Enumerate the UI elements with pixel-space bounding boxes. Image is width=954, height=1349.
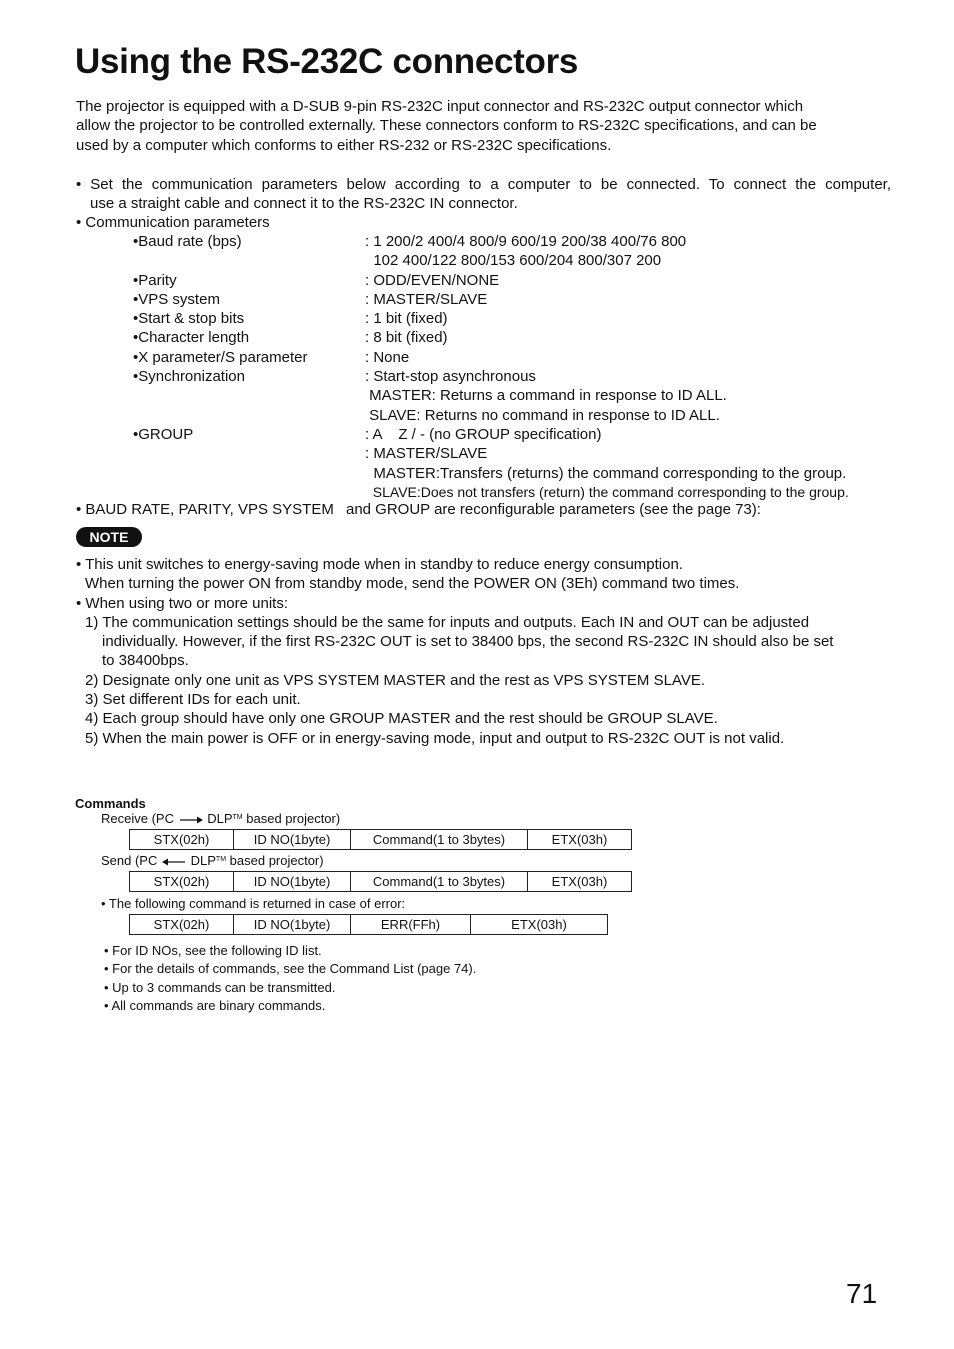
param-row [133, 425, 849, 444]
footnote: • Up to 3 commands can be transmitted. [104, 979, 336, 995]
note-numbered-item: 3) Set different IDs for each unit. [85, 691, 301, 709]
table-cell: Command(1 to 3bytes) [351, 872, 528, 892]
page-number: 71 [846, 1278, 878, 1309]
param-label: •VPS system [133, 290, 220, 308]
param-label [133, 386, 365, 405]
send-label [101, 853, 324, 868]
page-title: Using the RS-232C connectors [75, 42, 579, 81]
note-line: individually. However, if the first RS-232C OUT is set to 38400 bps, the second RS-232C IN should also be set [102, 633, 834, 651]
param-row [133, 232, 849, 251]
param-row [133, 367, 849, 386]
receive-label-pre: Receive (PC [101, 811, 174, 826]
table-cell: ETX(03h) [528, 872, 632, 892]
param-value: SLAVE: Returns no command in response to ID ALL. [365, 406, 720, 424]
param-label: •Parity [133, 271, 177, 289]
intro-paragraph [76, 97, 886, 155]
param-label [133, 464, 365, 483]
reconfig-right: and GROUP are reconfigurable parameters (see the page 73): [345, 501, 761, 518]
param-label: •Baud rate (bps) [133, 233, 242, 250]
receive-format-table [129, 829, 632, 850]
receive-label-dlp: DLP [207, 811, 233, 826]
param-row [133, 309, 849, 328]
param-label [133, 483, 365, 502]
note-line: 1) The communication settings should be the same for inputs and outputs. Each IN and OUT can be adjusted [85, 613, 810, 631]
note-line: • This unit switches to energy-saving mode when in standby to reduce energy consumption. [76, 556, 683, 573]
param-value: : ODD/EVEN/NONE [365, 271, 500, 289]
setup-bullet-line: use a straight cable and connect it to the RS-232C IN connector. [90, 195, 518, 213]
param-row [133, 251, 849, 270]
commands-footnotes [104, 942, 476, 1015]
reconfig-line [76, 501, 761, 518]
param-label: •X parameter/S parameter [133, 348, 308, 366]
arrow-right-icon [178, 815, 204, 825]
note-line: When turning the power ON from standby mode, send the POWER ON (3Eh) command two times. [85, 575, 740, 593]
param-label: •Start & stop bits [133, 310, 245, 328]
param-row [133, 444, 849, 463]
param-row [133, 406, 849, 425]
table-cell: Command(1 to 3bytes) [351, 830, 528, 850]
param-row [133, 464, 849, 483]
note-numbered-item [76, 613, 896, 671]
param-value: MASTER:Transfers (returns) the command corresponding to the group. [365, 464, 847, 482]
notes-section [76, 555, 896, 748]
error-format-table [129, 914, 608, 935]
param-value: 102 400/122 800/153 600/204 800/307 200 [365, 252, 662, 270]
table-row [130, 915, 608, 935]
param-label: •Synchronization [133, 368, 245, 386]
table-cell: ID NO(1byte) [234, 872, 351, 892]
table-cell: ERR(FFh) [351, 915, 471, 935]
param-value: : A Z / - (no GROUP specification) [365, 425, 602, 443]
param-value: : 8 bit (fixed) [365, 329, 448, 347]
setup-bullet-line: • Set the communication parameters below according to a computer to be connected. To connect the computer, [76, 176, 891, 193]
tm-mark: TM [215, 856, 227, 863]
param-row [133, 290, 849, 309]
param-value: : None [365, 348, 410, 366]
send-format-table [129, 871, 632, 892]
table-cell: STX(02h) [130, 915, 234, 935]
table-row [130, 872, 632, 892]
param-label [133, 444, 365, 463]
param-row [133, 328, 849, 347]
params-list [133, 232, 849, 502]
table-cell: STX(02h) [130, 830, 234, 850]
error-label: • The following command is returned in case of error: [101, 896, 406, 911]
footnote: • All commands are binary commands. [104, 997, 326, 1013]
note-numbered-item: 2) Designate only one unit as VPS SYSTEM MASTER and the rest as VPS SYSTEM SLAVE. [85, 671, 705, 689]
intro-line: used by a computer which conforms to either RS-232 or RS-232C specifications. [76, 136, 612, 154]
param-label [133, 251, 365, 270]
param-row [133, 386, 849, 405]
arrow-left-icon [161, 857, 187, 867]
tm-mark: TM [232, 814, 243, 821]
param-value: : Start-stop asynchronous [365, 368, 536, 386]
note-line: • When using two or more units: [76, 594, 289, 612]
param-value: : 1 200/2 400/4 800/9 600/19 200/38 400/76 800 [365, 233, 687, 250]
param-value: MASTER: Returns a command in response to ID ALL. [365, 387, 727, 405]
param-row [133, 348, 849, 367]
send-label-pre: Send (PC [101, 853, 158, 868]
footnote: • For the details of commands, see the Command List (page 74). [104, 961, 477, 977]
setup-bullet [76, 175, 891, 214]
table-cell: STX(02h) [130, 872, 234, 892]
param-label: •Character length [133, 329, 250, 347]
commands-title: Commands [75, 796, 146, 811]
intro-line: The projector is equipped with a D-SUB 9-pin RS-232C input connector and RS-232C output connector which [76, 98, 804, 115]
reconfig-left: • BAUD RATE, PARITY, VPS SYSTEM [76, 501, 334, 518]
note-numbered-item: 4) Each group should have only one GROUP MASTER and the rest should be GROUP SLAVE. [85, 710, 718, 728]
note-numbered-item: 5) When the main power is OFF or in energy-saving mode, input and output to RS-232C OUT is not valid. [85, 729, 785, 747]
note-badge: NOTE [76, 527, 142, 547]
param-label: •GROUP [133, 425, 194, 443]
footnote: • For ID NOs, see the following ID list. [104, 943, 322, 958]
table-cell: ID NO(1byte) [234, 830, 351, 850]
receive-label-post: based projector) [246, 811, 341, 826]
param-value: : 1 bit (fixed) [365, 310, 448, 328]
param-row [133, 483, 849, 502]
send-label-dlp: DLP [190, 853, 216, 868]
comm-params-heading: • Communication parameters [76, 214, 270, 231]
send-label-post: based projector) [229, 853, 324, 868]
table-cell: ETX(03h) [471, 915, 608, 935]
param-value: SLAVE:Does not transfers (return) the command corresponding to the group. [365, 483, 849, 500]
note-line: to 38400bps. [102, 652, 189, 670]
table-cell: ETX(03h) [528, 830, 632, 850]
param-value: : MASTER/SLAVE [365, 445, 488, 463]
intro-line: allow the projector to be controlled externally. These connectors conform to RS-232C specifications, and can be [76, 117, 817, 135]
table-cell: ID NO(1byte) [234, 915, 351, 935]
param-value: : MASTER/SLAVE [365, 290, 488, 308]
table-row [130, 830, 632, 850]
param-label [133, 406, 365, 425]
param-row [133, 271, 849, 290]
receive-label [101, 811, 340, 826]
